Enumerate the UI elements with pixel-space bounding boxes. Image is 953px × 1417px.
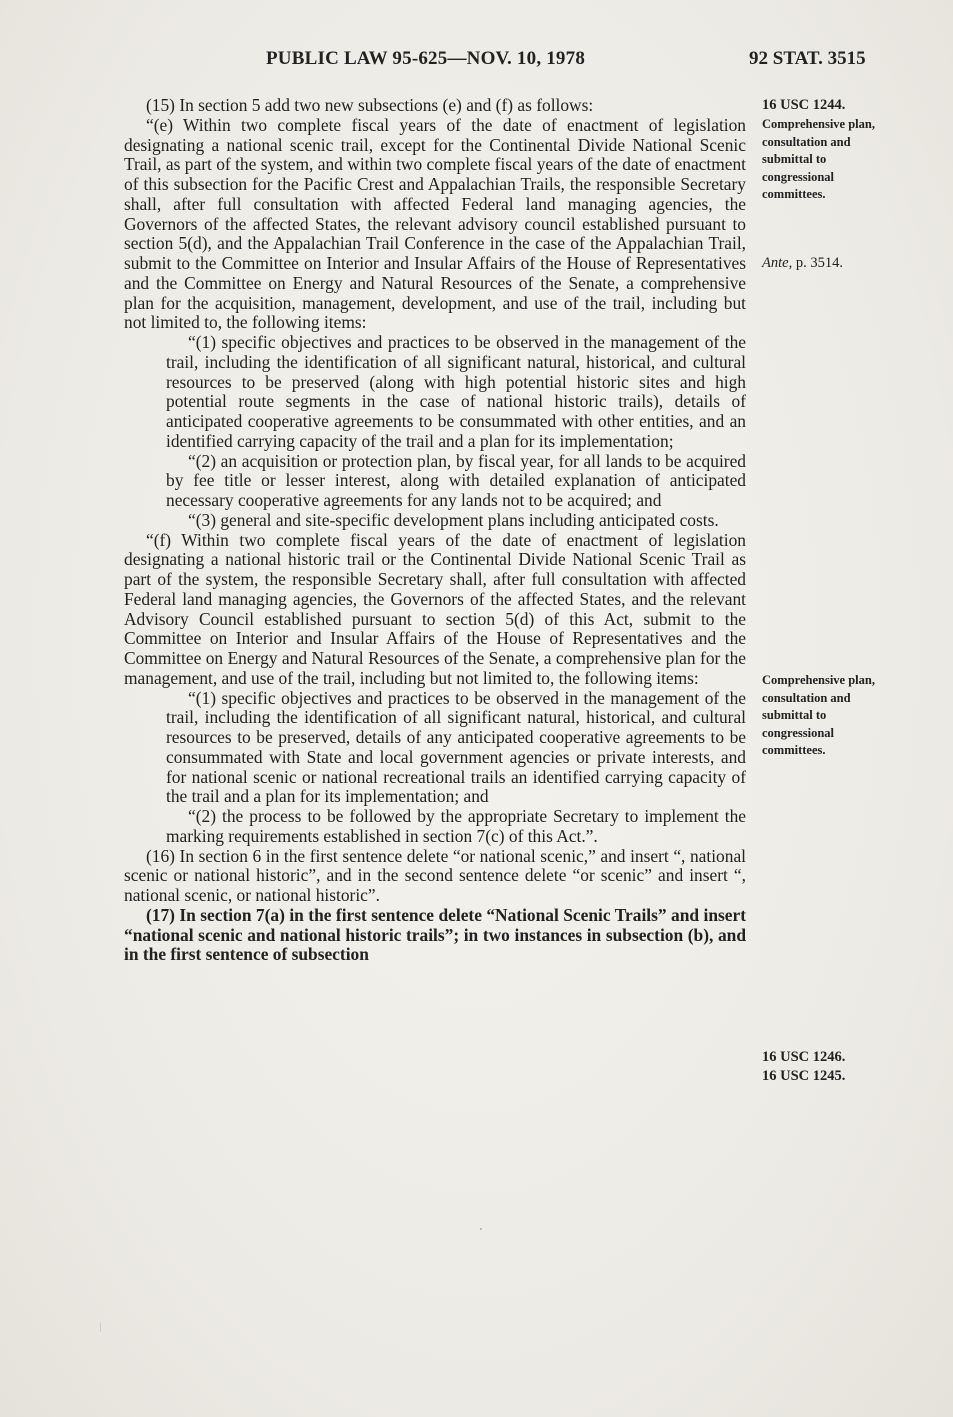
margin-note-citation-1: 16 USC 1244. bbox=[762, 97, 846, 113]
margin-note-comprehensive-plan-1: Comprehensive plan, consultation and submittal to congressional committees. bbox=[762, 117, 875, 201]
paragraph-15: (15) In section 5 add two new subsections (e) and (f) as follows: bbox=[146, 95, 594, 115]
margin-note-citation-1246: 16 USC 1246. bbox=[762, 1049, 846, 1065]
subsection-e-item-2: “(2) an acquisition or protection plan, by fiscal year, for all lands to be acquired by fee title or lesser interest, along with detailed explanation of anticipated necessary cooperative agreements for any lands not to be acquired; and bbox=[166, 450, 746, 510]
subsection-e-item-1: “(1) specific objectives and practices to be observed in the management of the trail, including the identification of all significant natural, historical, and cultural resources to be preserved (along with high potential historic sites and high potential route segments in the case of national historic trails), details of anticipated cooperative agreements to be consummated with other entities, and an identified carrying capacity of the trail and a plan for its implementation; bbox=[166, 332, 746, 451]
margin-note-ante-label: Ante, bbox=[762, 255, 793, 271]
paragraph-17: (17) In section 7(a) in the first sentence delete “National Scenic Trails” and insert “national scenic and national historic trails”; in two instances in subsection (b), and in the first sentence of subsection bbox=[124, 904, 746, 965]
subsection-f-item-1: “(1) specific objectives and practices to be observed in the management of the trail, including the identification of all significant natural, historical, and cultural resources to be preserved, details of any anticipated cooperative agreements to be consummated with State and local government agencies or private interests, and for national scenic or national recreational trails an identified carrying capacity of the trail and a plan for its implementation; and bbox=[166, 687, 746, 807]
page-header-law: PUBLIC LAW 95-625—NOV. 10, 1978 bbox=[266, 48, 586, 69]
subsection-f: “(f) Within two complete fiscal years of the date of enactment of legislation designating a national historic trail or the Continental Divide National Scenic Trail as part of the system, the responsible Secretary shall, after full consultation with affected Federal land managing agencies, the Governors of the affected States, and the relevant Advisory Council established pursuant to section 5(d) of this Act, submit to the Committee on Interior and Insular Affairs of the House of Representatives and the Committee on Energy and Natural Resources of the Senate, a comprehensive plan for the management, and use of the trail, including but not limited to, the following items: bbox=[124, 529, 746, 688]
subsection-e: “(e) Within two complete fiscal years of the date of enactment of legislation designating a national scenic trail, except for the Continental Divide National Scenic Trail, as part of the system, and within two complete fiscal years of the date of enactment of this subsection for the Pacific Crest and Appalachian Trails, the responsible Secretary shall, after full consultation with affected Federal land managing agencies, the Governors of the affected States, the relevant advisory council established pursuant to section 5(d), and the Appalachian Trail Conference in the case of the Appalachian Trail, submit to the Committee on Interior and Insular Affairs of the House of Representatives and the Committee on Energy and Natural Resources of the Senate, a comprehensive plan for the acquisition, management, development, and use of the trail, including but not limited to, the following items: bbox=[124, 114, 746, 333]
margin-note-citation-1245: 16 USC 1245. bbox=[762, 1068, 846, 1084]
body-text bbox=[124, 96, 746, 965]
margin-note-ante bbox=[762, 255, 892, 273]
margin-note-comprehensive-plan-2: Comprehensive plan, consultation and submittal to congressional committees. bbox=[762, 673, 875, 757]
subsection-e-item-3: “(3) general and site-specific development plans including anticipated costs. bbox=[188, 509, 719, 530]
paragraph-16: (16) In section 6 in the first sentence delete “or national scenic,” and insert “, national scenic or national historic”, and in the second sentence delete “or scenic” and insert “, national scenic, or national historic”. bbox=[124, 845, 746, 905]
scan-speck bbox=[480, 1228, 482, 1230]
page-header-stat: 92 STAT. 3515 bbox=[749, 48, 866, 69]
scan-speck-2 bbox=[100, 1322, 101, 1332]
margin-note-ante-page: p. 3514. bbox=[792, 255, 843, 271]
subsection-f-item-2: “(2) the process to be followed by the appropriate Secretary to implement the marking requirements established in section 7(c) of this Act.”. bbox=[166, 806, 746, 846]
